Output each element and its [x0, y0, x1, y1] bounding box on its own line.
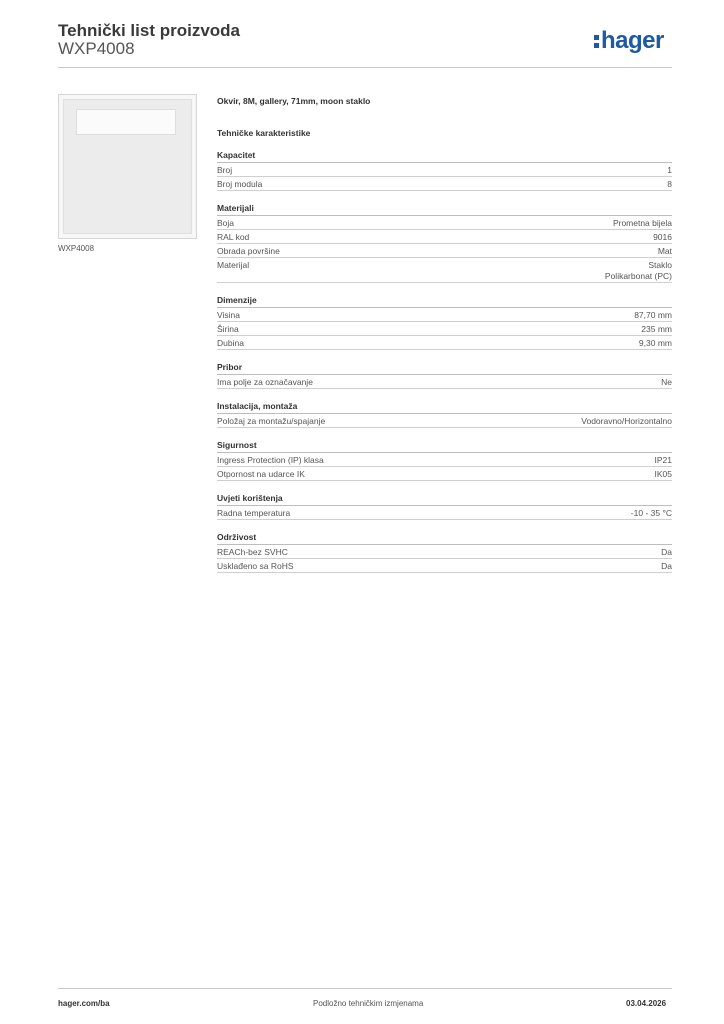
group-title: Instalacija, montaža: [217, 401, 672, 414]
spec-label: Broj modula: [217, 179, 263, 189]
logo-dots-icon: [594, 32, 599, 51]
spec-row: [217, 336, 672, 350]
group-spacer: [217, 350, 672, 362]
spec-label: Visina: [217, 310, 240, 320]
group-title: Sigurnost: [217, 440, 672, 453]
frame-window-graphic: [76, 109, 176, 135]
spec-row: [217, 244, 672, 258]
hager-logo: [594, 27, 664, 55]
group-title: Održivost: [217, 532, 672, 545]
spec-label: RAL kod: [217, 232, 250, 242]
spec-label: Broj: [217, 165, 233, 175]
group-spacer: [217, 481, 672, 493]
spec-label: Radna temperatura: [217, 508, 291, 518]
spec-value: 235 mm: [641, 324, 672, 334]
spec-label: Boja: [217, 218, 235, 228]
spec-label: Usklađeno sa RoHS: [217, 561, 294, 571]
spec-value: 9016: [653, 232, 672, 242]
group-spacer: [217, 573, 672, 585]
spec-value: Da: [661, 561, 672, 571]
spec-value: 87,70 mm: [634, 310, 672, 320]
logo-text: hager: [601, 27, 664, 54]
spec-value: 1: [667, 165, 672, 175]
spec-value: -10 - 35 °C: [630, 508, 672, 518]
page-title: Tehnički list proizvoda: [58, 21, 240, 40]
spec-label: Dubina: [217, 338, 244, 348]
spec-row: [217, 506, 672, 520]
spec-row: [217, 258, 672, 283]
spec-value: Ne: [661, 377, 672, 387]
spec-row: [217, 177, 672, 191]
spec-label: Ima polje za označavanje: [217, 377, 313, 387]
spec-row: [217, 375, 672, 389]
spec-label: Obrada površine: [217, 246, 280, 256]
spec-row: [217, 230, 672, 244]
spec-row: [217, 453, 672, 467]
spec-label: Širina: [217, 324, 239, 334]
spec-row: [217, 322, 672, 336]
product-code: WXP4008: [58, 39, 135, 58]
group-title: Dimenzije: [217, 295, 672, 308]
spec-row: [217, 308, 672, 322]
spec-row: [217, 559, 672, 573]
spec-label: REACh-bez SVHC: [217, 547, 288, 557]
spec-groups: [217, 150, 672, 585]
spec-label: Otpornost na udarce IK: [217, 469, 305, 479]
spec-value: Mat: [657, 246, 672, 256]
spec-row: [217, 545, 672, 559]
spec-value: Vodoravno/Horizontalno: [581, 416, 672, 426]
spec-value: Prometna bijela: [612, 218, 672, 228]
spec-label: Materijal: [217, 260, 250, 270]
footer-date: 03.04.2026: [626, 999, 667, 1008]
spec-value: IP21: [654, 455, 672, 465]
group-title: Kapacitet: [217, 150, 672, 163]
product-image: [58, 94, 197, 239]
group-spacer: [217, 389, 672, 401]
group-title: Pribor: [217, 362, 672, 375]
group-spacer: [217, 520, 672, 532]
spec-label: Položaj za montažu/spajanje: [217, 416, 326, 426]
group-title: Uvjeti korištenja: [217, 493, 672, 506]
spec-row: [217, 467, 672, 481]
spec-row: [217, 163, 672, 177]
group-spacer: [217, 191, 672, 203]
section-title: Tehničke karakteristike: [217, 128, 311, 138]
spec-value: Staklo Polikarbonat (PC): [604, 260, 672, 281]
product-description: Okvir, 8M, gallery, 71mm, moon staklo: [217, 96, 371, 106]
spec-value: IK05: [654, 469, 672, 479]
header-divider: [58, 67, 672, 68]
image-caption: WXP4008: [58, 244, 95, 253]
spec-value: 8: [667, 179, 672, 189]
spec-label: Ingress Protection (IP) klasa: [217, 455, 324, 465]
group-title: Materijali: [217, 203, 672, 216]
spec-content: [217, 96, 672, 585]
footer-notice: Podložno tehničkim izmjenama: [313, 999, 424, 1008]
spec-value: Da: [661, 547, 672, 557]
spec-row: [217, 216, 672, 230]
spec-row: [217, 414, 672, 428]
footer-divider: [58, 988, 672, 989]
footer-website-link[interactable]: hager.com/ba: [58, 999, 110, 1008]
group-spacer: [217, 428, 672, 440]
group-spacer: [217, 283, 672, 295]
spec-value: 9,30 mm: [638, 338, 672, 348]
